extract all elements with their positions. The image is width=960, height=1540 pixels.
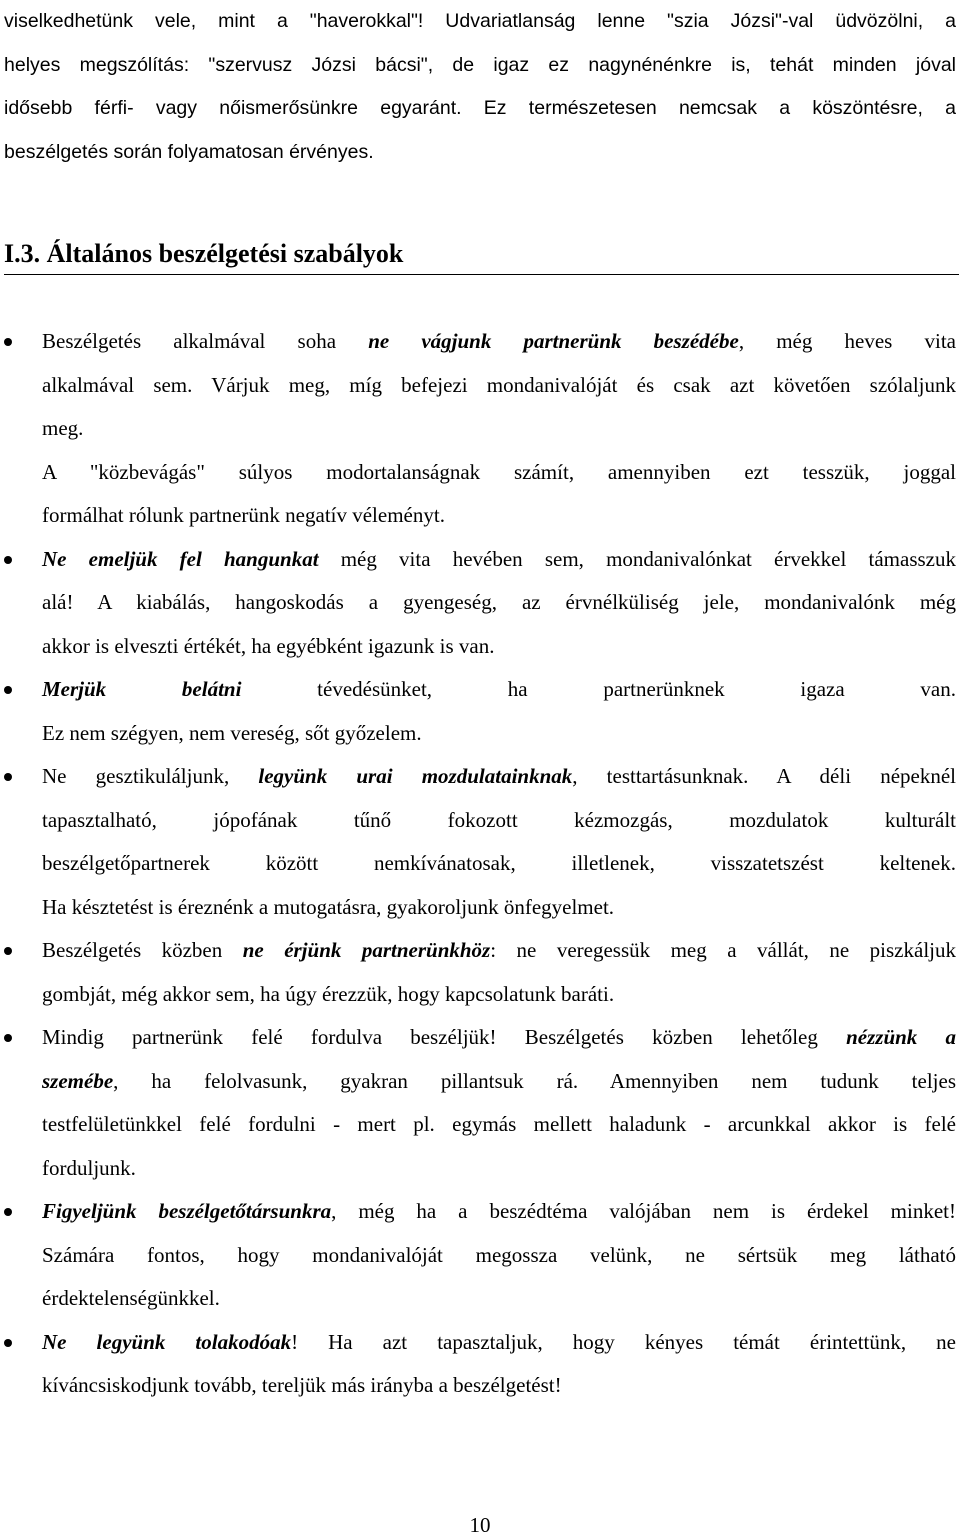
emphasized-text: ne érjünk partnerünkhöz	[242, 938, 491, 962]
rule-line	[42, 886, 956, 930]
rule-line	[42, 407, 956, 451]
emphasized-text: Merjük belátni	[42, 677, 242, 701]
emphasized-text: Figyeljünk beszélgetőtársunkra	[42, 1199, 332, 1223]
intro-line: helyes megszólítás: "szervusz Józsi bácsi", de igaz ez nagynénénkre is, tehát minden jóval	[4, 53, 956, 76]
rule-line	[42, 581, 956, 625]
rule-item	[0, 1190, 956, 1321]
rule-text: : ne veregessük meg a vállát, ne piszkáljuk	[490, 938, 956, 962]
rule-item	[0, 755, 956, 929]
rule-line	[42, 842, 956, 886]
rule-text: , még ha a beszédtéma valójában nem is érdekel minket!	[331, 1199, 956, 1223]
bullet-icon	[4, 686, 12, 694]
rule-line	[42, 1321, 956, 1365]
rule-line	[42, 799, 956, 843]
rule-text: érdektelenségünkkel.	[42, 1286, 220, 1310]
intro-line: beszélgetés során folyamatosan érvényes.	[4, 140, 374, 163]
rule-line	[42, 364, 956, 408]
rule-line	[42, 625, 956, 669]
rule-text: testfelületünkkel felé fordulni - mert pl. egymás mellett haladunk - arcunkkal akkor is felé	[42, 1112, 956, 1136]
rule-text: ! Ha azt tapasztaljuk, hogy kényes témát érintettünk, ne	[291, 1329, 956, 1354]
rule-line	[42, 1277, 956, 1321]
rule-line	[42, 1147, 956, 1191]
rule-line	[42, 320, 956, 364]
bullet-icon	[4, 556, 12, 564]
rule-line	[42, 1016, 956, 1060]
rule-line	[42, 929, 956, 973]
bullet-icon	[4, 1208, 12, 1216]
bullet-icon	[4, 338, 12, 346]
rule-text: Mindig partnerünk felé fordulva beszéljük! Beszélgetés közben lehetőleg	[42, 1025, 847, 1049]
rule-text: akkor is elveszti értékét, ha egyébként igazunk is van.	[42, 633, 495, 658]
rule-text: A "közbevágás" súlyos modortalanságnak számít, amennyiben ezt tesszük, joggal	[42, 459, 956, 484]
rule-text: még vita hevében sem, mondanivalónkat érvekkel támasszuk	[318, 546, 956, 571]
rule-text: kíváncsiskodjunk tovább, tereljük más irányba a beszélgetést!	[42, 1373, 562, 1397]
bullet-icon	[4, 947, 12, 955]
rule-text: , testtartásunknak. A déli népeknél	[572, 764, 956, 788]
rule-line	[42, 1190, 956, 1234]
rule-text: tapasztalható, jópofának tűnő fokozott kézmozgás, mozdulatok kulturált	[42, 807, 956, 832]
rule-text: Beszélgetés alkalmával soha	[42, 329, 369, 353]
rule-line	[42, 1060, 956, 1104]
rule-line	[42, 494, 956, 538]
rule-text: formálhat rólunk partnerünk negatív véleményt.	[42, 503, 445, 527]
bullet-icon	[4, 773, 12, 781]
rule-text: Beszélgetés közben	[42, 938, 243, 962]
rule-line	[42, 1103, 956, 1147]
emphasized-text: ne vágjunk partnerünk beszédébe	[368, 329, 739, 353]
rule-line	[42, 712, 956, 756]
rule-text: meg.	[42, 416, 84, 440]
rule-line	[42, 1364, 956, 1408]
emphasized-text: szemébe	[42, 1068, 114, 1093]
rule-line	[42, 1234, 956, 1278]
rule-text: Ne gesztikuláljunk,	[42, 764, 259, 788]
rule-item	[0, 320, 956, 538]
bullet-icon	[4, 1339, 12, 1347]
rules-list	[0, 320, 960, 1408]
intro-paragraph	[4, 0, 956, 174]
rule-text: tévedésünket, ha partnerünknek igaza van.	[241, 677, 956, 701]
rule-line	[42, 755, 956, 799]
emphasized-text: nézzünk a	[846, 1025, 957, 1049]
rule-text: Ha késztetést is éreznénk a mutogatásra, gyakoroljunk önfegyelmet.	[42, 894, 615, 919]
rule-line	[42, 973, 956, 1017]
rule-text: beszélgetőpartnerek között nemkívánatosak, illetlenek, visszatetszést keltenek.	[42, 851, 956, 875]
rule-text: alá! A kiabálás, hangoskodás a gyengeség, az érvnélküliség jele, mondanivalónk még	[42, 590, 956, 614]
bullet-icon	[4, 1034, 12, 1042]
rule-text: alkalmával sem. Várjuk meg, míg befejezi mondanivalóját és csak azt követően szólaljunk	[42, 372, 956, 397]
rule-text: Számára fontos, hogy mondanivalóját megossza velünk, ne sértsük meg látható	[42, 1242, 956, 1267]
intro-line: viselkedhetünk vele, mint a "haverokkal"! Udvariatlanság lenne "szia Józsi"-val üdvözölni, a	[4, 10, 956, 32]
rule-item	[0, 1321, 956, 1408]
rule-line	[42, 668, 956, 712]
rule-line	[42, 538, 956, 582]
intro-line: idősebb férfi- vagy nőismerősünkre egyaránt. Ez természetesen nemcsak a köszöntésre, a	[4, 97, 956, 119]
rule-text: , ha felolvasunk, gyakran pillantsuk rá. Amennyiben nem tudunk teljes	[113, 1068, 956, 1093]
page-number: 10	[469, 1513, 491, 1537]
rule-text: forduljunk.	[42, 1155, 136, 1180]
rule-text: gombját, még akkor sem, ha úgy érezzük, hogy kapcsolatunk baráti.	[42, 981, 615, 1006]
rule-item	[0, 668, 956, 755]
section-heading: I.3. Általános beszélgetési szabályok	[4, 232, 959, 275]
emphasized-text: legyünk urai mozdulatainknak	[258, 764, 573, 788]
rule-text: Ez nem szégyen, nem vereség, sőt győzelem.	[42, 720, 422, 745]
rule-item	[0, 538, 956, 669]
emphasized-text: Ne emeljük fel hangunkat	[42, 546, 319, 571]
rule-item	[0, 1016, 956, 1190]
rule-item	[0, 929, 956, 1016]
emphasized-text: Ne legyünk tolakodóak	[42, 1329, 292, 1354]
rule-line	[42, 451, 956, 495]
rule-text: , még heves vita	[738, 329, 956, 353]
